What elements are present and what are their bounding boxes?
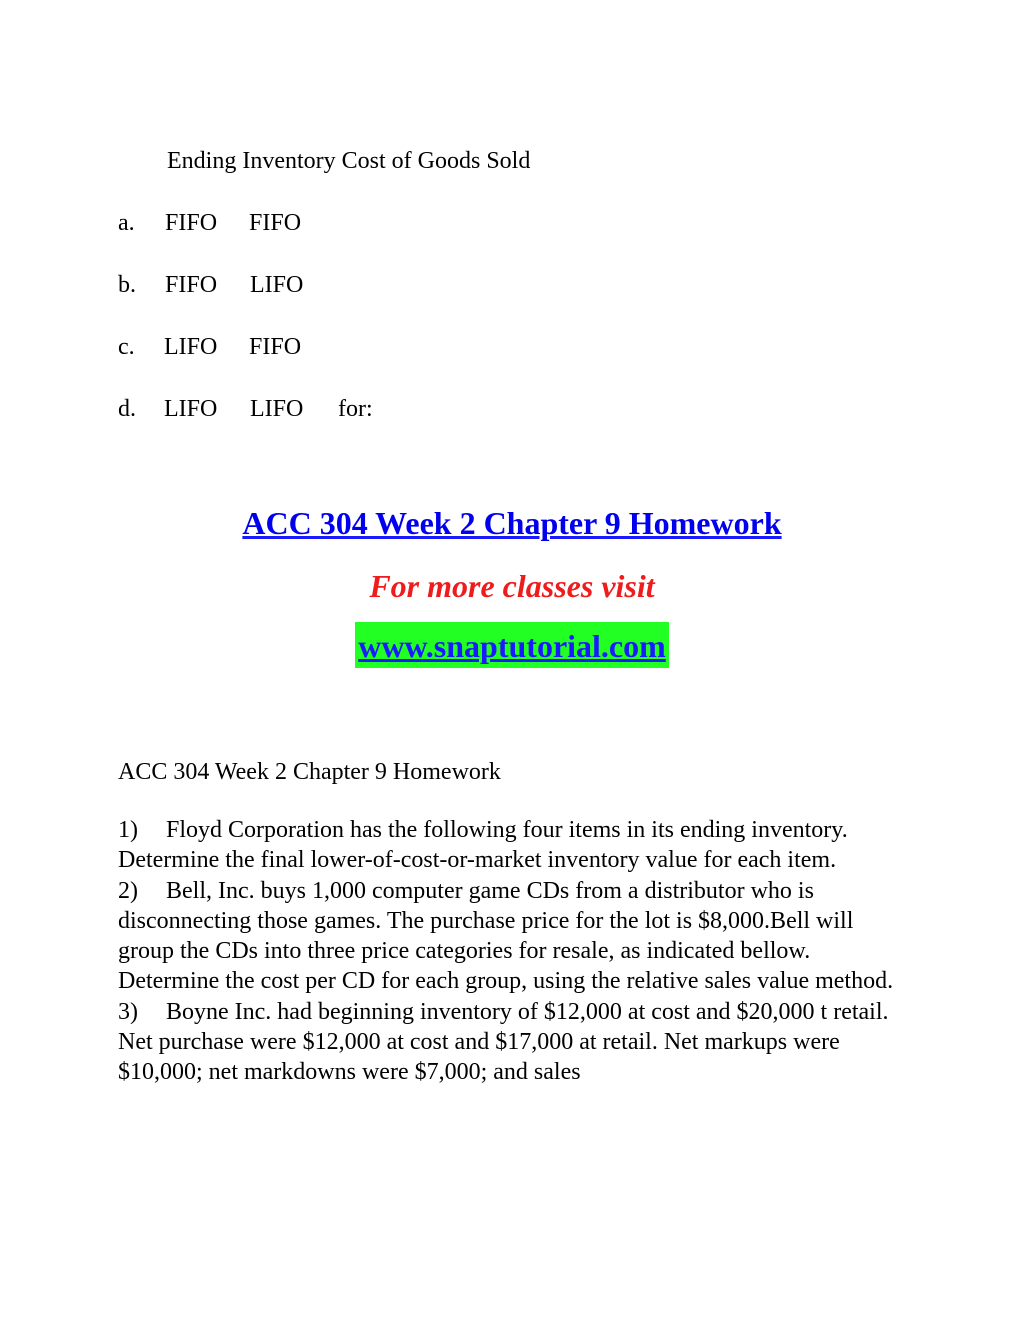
course-title-link[interactable] bbox=[0, 503, 1024, 543]
option-letter: a. bbox=[118, 210, 135, 236]
option-letter: b. bbox=[118, 272, 136, 298]
more-classes-tagline: For more classes visit bbox=[369, 568, 655, 604]
option-cogs: FIFO bbox=[249, 210, 302, 236]
question-number: 2) bbox=[118, 877, 138, 904]
option-cogs: LIFO bbox=[250, 272, 304, 298]
question-number: 1) bbox=[118, 817, 138, 843]
question-text: Boyne Inc. had beginning inventory of $12,000 at cost and $20,000 t retail. Net purchase were $12,000 at cost and $17,000 at retail. Net markups were $10,000; net markdowns were $7,000; and sales bbox=[118, 998, 889, 1086]
option-cogs: FIFO bbox=[249, 334, 302, 360]
question-text: Floyd Corporation has the following four items in its ending inventory. Determine the final lower-of-cost-or-market inventory value for each item. bbox=[118, 817, 848, 874]
option-extra-text: for: bbox=[338, 396, 373, 422]
course-title-link-text[interactable]: ACC 304 Week 2 Chapter 9 Homework bbox=[242, 505, 782, 541]
question-item bbox=[118, 815, 908, 876]
option-letter: c. bbox=[118, 334, 135, 360]
homework-title: ACC 304 Week 2 Chapter 9 Homework bbox=[118, 759, 501, 785]
option-letter: d. bbox=[118, 396, 136, 422]
question-number: 3) bbox=[118, 998, 138, 1025]
option-ending-inventory: LIFO bbox=[164, 334, 218, 360]
website-link[interactable]: www.snaptutorial.com bbox=[355, 622, 669, 668]
question-item bbox=[118, 876, 908, 997]
option-ending-inventory: LIFO bbox=[164, 396, 218, 422]
question-text: Bell, Inc. buys 1,000 computer game CDs from a distributor who is disconnecting those games. The purchase price for the lot is $8,000.Bell will group the CDs into three price categories for resale, as indicated bellow. Determine the cost per CD for each group, using the relative sales value method. bbox=[118, 877, 894, 995]
option-ending-inventory: FIFO bbox=[165, 210, 218, 236]
option-cogs: LIFO bbox=[250, 396, 304, 422]
website-banner bbox=[0, 622, 1024, 670]
question-header: Ending Inventory Cost of Goods Sold bbox=[167, 148, 531, 174]
option-ending-inventory: FIFO bbox=[165, 272, 218, 298]
question-list bbox=[118, 815, 908, 1088]
question-item bbox=[118, 997, 908, 1088]
